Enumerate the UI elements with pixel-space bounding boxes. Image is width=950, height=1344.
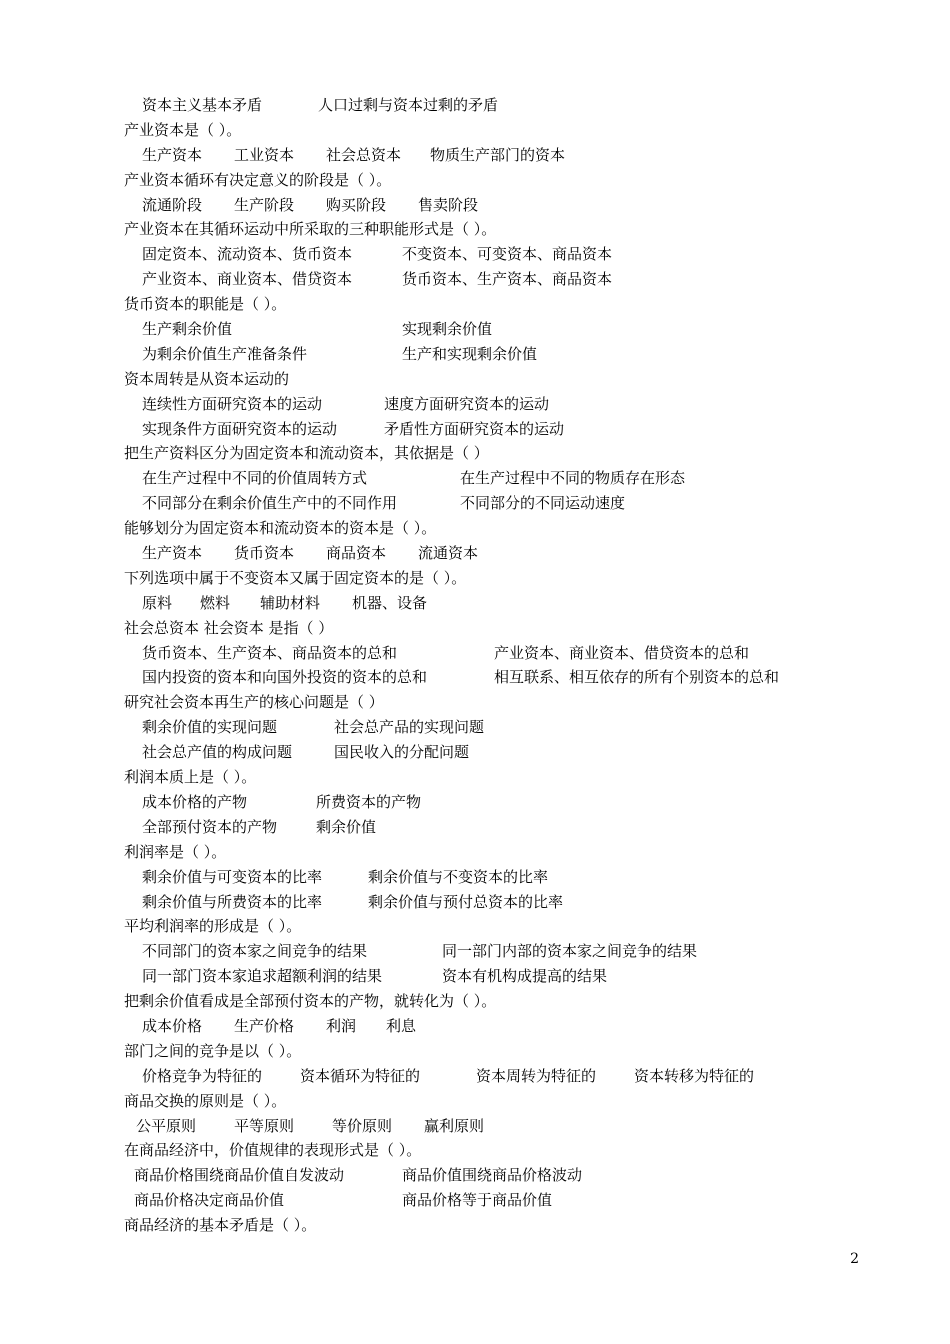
- options-line: [124, 392, 844, 417]
- option-text: 连续性方面研究资本的运动: [142, 394, 323, 413]
- option-text: 社会总产值的构成问题: [142, 743, 293, 762]
- option-text: 不同部分的不同运动速度: [460, 494, 626, 513]
- options-line: [124, 715, 844, 740]
- option-text: 速度方面研究资本的运动: [384, 394, 550, 413]
- options-line: [124, 541, 844, 566]
- option-text: 同一部门内部的资本家之间竞争的结果: [442, 942, 698, 961]
- options-line: [124, 193, 844, 218]
- option-text: 流通资本: [418, 544, 479, 563]
- options-line: [124, 665, 844, 690]
- options-line: [124, 317, 844, 342]
- question-line: 产业资本循环有决定意义的阶段是（ ）。: [124, 170, 392, 189]
- option-text: 原料: [142, 593, 173, 612]
- question-line: 平均利润率的形成是（ ）。: [124, 917, 302, 936]
- page-number: 2: [850, 1251, 859, 1267]
- options-line: [124, 964, 844, 989]
- option-text: 商品价值围绕商品价格波动: [402, 1166, 583, 1185]
- question-line: 把生产资料区分为固定资本和流动资本，其依据是（ ）: [124, 444, 489, 463]
- option-text: 为剩余价值生产准备条件: [142, 344, 308, 363]
- question-line: 把剩余价值看成是全部预付资本的产物，就转化为（ ）。: [124, 992, 497, 1011]
- options-line: [124, 939, 844, 964]
- options-line: [124, 342, 844, 367]
- option-text: 产业资本、商业资本、借贷资本: [142, 270, 353, 289]
- option-text: 剩余价值与所费资本的比率: [142, 892, 323, 911]
- option-text: 生产价格: [234, 1016, 295, 1035]
- question-line: 利润率是（ ）。: [124, 842, 227, 861]
- option-text: 等价原则: [332, 1116, 393, 1135]
- option-text: 购买阶段: [326, 195, 387, 214]
- options-line: [124, 1188, 844, 1213]
- option-text: 燃料: [200, 593, 231, 612]
- options-line: [124, 641, 844, 666]
- option-text: 工业资本: [234, 145, 295, 164]
- options-line: [124, 790, 844, 815]
- options-line: [124, 417, 844, 442]
- option-text: 固定资本、流动资本、货币资本: [142, 245, 353, 264]
- option-text: 机器、设备: [352, 593, 428, 612]
- option-text: 社会总资本: [326, 145, 402, 164]
- option-text: 辅助材料: [260, 593, 321, 612]
- question-line: 在商品经济中，价值规律的表现形式是（ ）。: [124, 1141, 422, 1160]
- option-text: 国内投资的资本和向国外投资的资本的总和: [142, 668, 428, 687]
- options-line: [124, 815, 844, 840]
- options-line: [124, 93, 844, 118]
- option-text: 资本周转为特征的: [476, 1066, 597, 1085]
- question-line: 社会总资本 社会资本 是指（ ）: [124, 618, 334, 637]
- option-text: 矛盾性方面研究资本的运动: [384, 419, 565, 438]
- option-text: 剩余价值与不变资本的比率: [368, 867, 549, 886]
- option-text: 公平原则: [136, 1116, 197, 1135]
- question-line: 产业资本在其循环运动中所采取的三种职能形式是（ ）。: [124, 220, 497, 239]
- option-text: 实现条件方面研究资本的运动: [142, 419, 338, 438]
- option-text: 商品价格决定商品价值: [134, 1191, 285, 1210]
- option-text: 利息: [386, 1016, 417, 1035]
- question-line: 商品经济的基本矛盾是（ ）。: [124, 1216, 317, 1235]
- option-text: 生产和实现剩余价值: [402, 344, 538, 363]
- option-text: 不同部门的资本家之间竞争的结果: [142, 942, 368, 961]
- options-line: [124, 1114, 844, 1139]
- option-text: 不同部分在剩余价值生产中的不同作用: [142, 494, 398, 513]
- question-list: [124, 93, 844, 1238]
- options-line: [124, 740, 844, 765]
- option-text: 货币资本、生产资本、商品资本的总和: [142, 643, 398, 662]
- options-line: [124, 1064, 844, 1089]
- option-text: 社会总产品的实现问题: [334, 718, 485, 737]
- option-text: 资本转移为特征的: [634, 1066, 755, 1085]
- option-text: 全部预付资本的产物: [142, 817, 278, 836]
- option-text: 商品价格等于商品价值: [402, 1191, 553, 1210]
- option-text: 流通阶段: [142, 195, 203, 214]
- option-text: 货币资本: [234, 544, 295, 563]
- question-line: 资本周转是从资本运动的: [124, 369, 290, 388]
- options-line: [124, 491, 844, 516]
- option-text: 货币资本、生产资本、商品资本: [402, 270, 613, 289]
- question-line: 能够划分为固定资本和流动资本的资本是（ ）。: [124, 519, 437, 538]
- options-line: [124, 890, 844, 915]
- option-text: 资本循环为特征的: [300, 1066, 421, 1085]
- option-text: 成本价格: [142, 1016, 203, 1035]
- option-text: 剩余价值与预付总资本的比率: [368, 892, 564, 911]
- option-text: 在生产过程中不同的物质存在形态: [460, 469, 686, 488]
- option-text: 剩余价值与可变资本的比率: [142, 867, 323, 886]
- option-text: 人口过剩与资本过剩的矛盾: [318, 96, 499, 114]
- question-line: 部门之间的竞争是以（ ）。: [124, 1041, 302, 1060]
- option-text: 生产剩余价值: [142, 320, 233, 339]
- question-line: 产业资本是（ ）。: [124, 120, 242, 139]
- option-text: 国民收入的分配问题: [334, 743, 470, 762]
- question-line: 商品交换的原则是（ ）。: [124, 1091, 287, 1110]
- option-text: 所费资本的产物: [316, 792, 422, 811]
- question-line: 利润本质上是（ ）。: [124, 768, 257, 787]
- option-text: 不变资本、可变资本、商品资本: [402, 245, 613, 264]
- question-line: 货币资本的职能是（ ）。: [124, 295, 287, 314]
- question-line: 研究社会资本再生产的核心问题是（ ）: [124, 693, 384, 712]
- question-line: 下列选项中属于不变资本又属于固定资本的是（ ）。: [124, 568, 467, 587]
- option-text: 产业资本、商业资本、借贷资本的总和: [494, 643, 750, 662]
- options-line: [124, 1014, 844, 1039]
- options-line: [124, 143, 844, 168]
- option-text: 平等原则: [234, 1116, 295, 1135]
- option-text: 赢利原则: [424, 1116, 485, 1135]
- option-text: 生产资本: [142, 145, 203, 164]
- option-text: 资本主义基本矛盾: [142, 96, 263, 114]
- option-text: 利润: [326, 1016, 357, 1035]
- options-line: [124, 591, 844, 616]
- option-text: 资本有机构成提高的结果: [442, 967, 608, 986]
- option-text: 物质生产部门的资本: [430, 145, 566, 164]
- option-text: 商品资本: [326, 544, 387, 563]
- options-line: [124, 865, 844, 890]
- option-text: 实现剩余价值: [402, 320, 493, 339]
- option-text: 剩余价值的实现问题: [142, 718, 278, 737]
- option-text: 生产资本: [142, 544, 203, 563]
- options-line: [124, 1163, 844, 1188]
- option-text: 剩余价值: [316, 817, 377, 836]
- option-text: 商品价格围绕商品价值自发波动: [134, 1166, 345, 1185]
- option-text: 售卖阶段: [418, 195, 479, 214]
- option-text: 相互联系、相互依存的所有个别资本的总和: [494, 668, 780, 687]
- option-text: 生产阶段: [234, 195, 295, 214]
- options-line: [124, 466, 844, 491]
- option-text: 同一部门资本家追求超额利润的结果: [142, 967, 383, 986]
- option-text: 价格竞争为特征的: [142, 1066, 263, 1085]
- options-line: [124, 242, 844, 267]
- option-text: 成本价格的产物: [142, 792, 248, 811]
- option-text: 在生产过程中不同的价值周转方式: [142, 469, 368, 488]
- options-line: [124, 267, 844, 292]
